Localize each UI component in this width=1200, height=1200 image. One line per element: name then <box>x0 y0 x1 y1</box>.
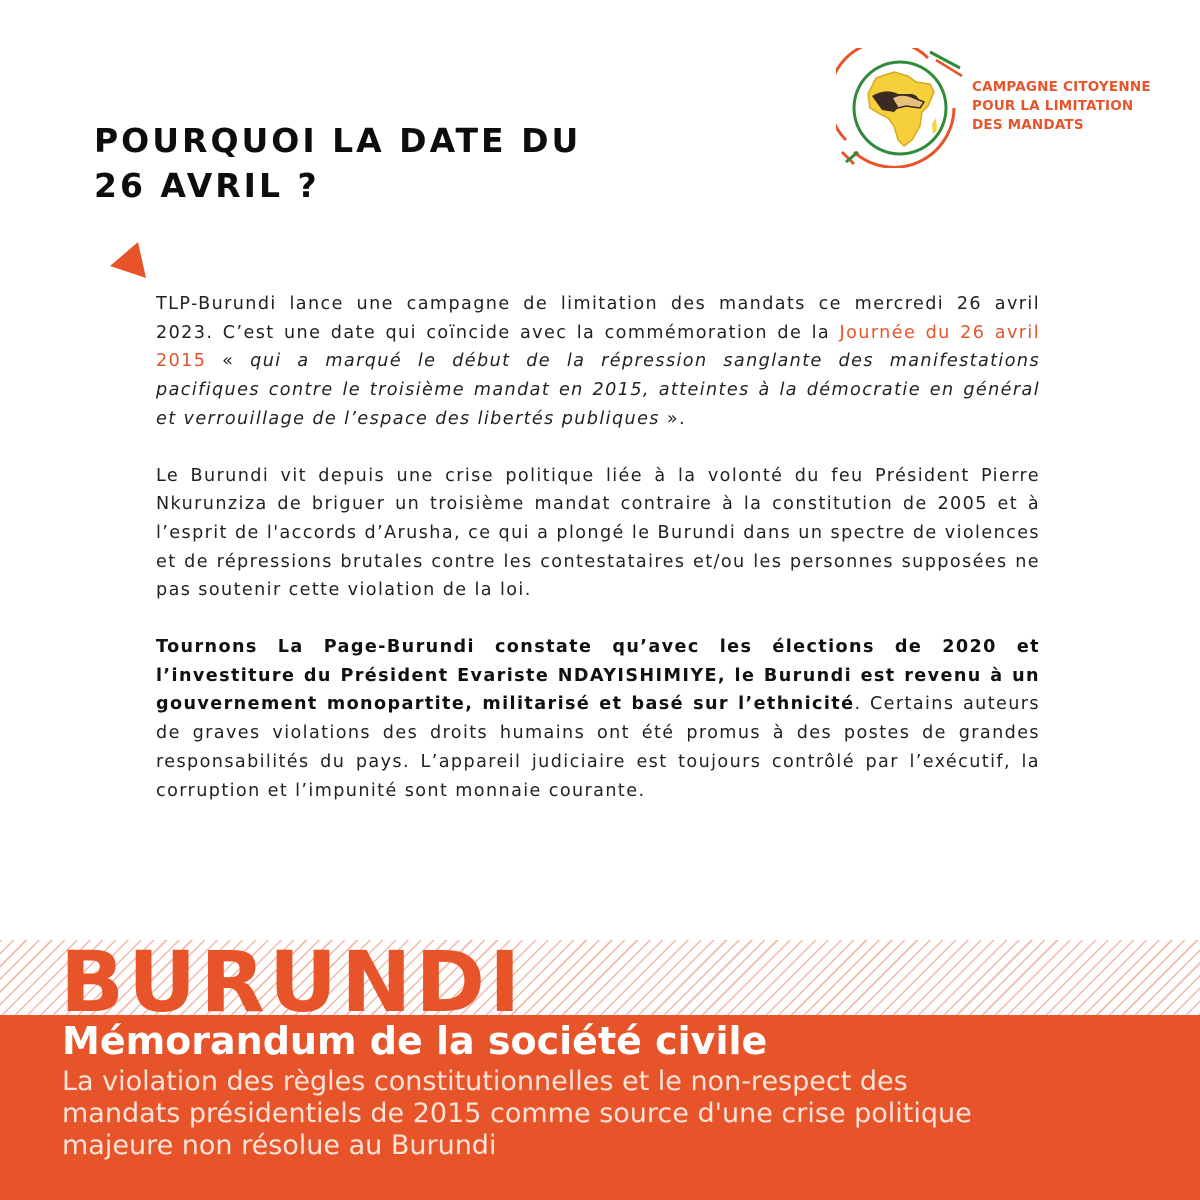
tlp-statement-bold: Tournons La Page-Burundi constate qu’avec les élections de 2020 et l’investiture du Président Evariste NDAYISHIMIYE, le Burundi est revenu à un gouvernement monopartite, militarisé et basé sur l’ethnicité <box>156 637 1040 715</box>
paragraph-tlp-findings <box>156 633 1040 805</box>
quote-open: « <box>206 351 251 372</box>
memorandum-title: Mémorandum de la société civile <box>62 1019 768 1063</box>
page-title <box>94 118 581 208</box>
page-title-line2: 26 AVRIL ? <box>94 166 320 205</box>
paragraph-political-crisis: Le Burundi vit depuis une crise politique liée à la volonté du feu Président Pierre Nkurunziza de briguer un troisième mandat contraire à la constitution de 2005 et à l’esprit de l'accords d’Arusha, ce qui a plongé le Burundi dans un spectre de violences et de répressions brutales contre les contestataires et/ou les personnes supposées ne pas soutenir cette violation de la loi. <box>156 465 1040 601</box>
article-body <box>156 290 1040 833</box>
paragraph1-text: TLP-Burundi lance une campagne de limitation des mandats ce mercredi 26 avril 2023. C’est une date qui coïncide avec la commémoration de la <box>156 294 1040 343</box>
page-title-line1: POURQUOI LA DATE DU <box>94 121 582 160</box>
memorandum-subtitle-line1: La violation des règles constitutionnelles et le non-respect des <box>62 1066 908 1097</box>
campaign-name-line1: CAMPAGNE CITOYENNE <box>972 79 1151 95</box>
triangle-marker-icon <box>106 240 150 280</box>
quote-text: qui a marqué le début de la répression sanglante des manifestations pacifiques contre le troisième mandat en 2015, atteintes à la démocratie en général et verrouillage de l’espace des libertés publiques <box>156 351 1041 429</box>
campaign-name <box>972 78 1172 135</box>
memorandum-subtitle-line3: majeure non résolue au Burundi <box>62 1130 497 1161</box>
paragraph-campaign-date <box>156 290 1040 434</box>
campaign-name-line2: POUR LA LIMITATION <box>972 98 1134 114</box>
memorandum-subtitle <box>62 1066 1162 1162</box>
tlp-statement-rest: . Certains auteurs de graves violations des droits humains ont été promus à des postes de grandes responsabilités du pays. L’appareil judiciaire est toujours contrôlé par l’exécutif, la corruption et l’impunité sont monnaie courante. <box>156 694 1040 801</box>
country-heading: BURUNDI <box>60 933 525 1031</box>
campaign-logo-emblem <box>836 48 966 168</box>
journee-highlight: Journée du 26 avril 2015 <box>156 322 1040 372</box>
quote-close: ». <box>659 408 687 429</box>
memorandum-subtitle-line2: mandats présidentiels de 2015 comme source d'une crise politique <box>62 1098 972 1129</box>
campaign-name-line3: DES MANDATS <box>972 117 1084 133</box>
